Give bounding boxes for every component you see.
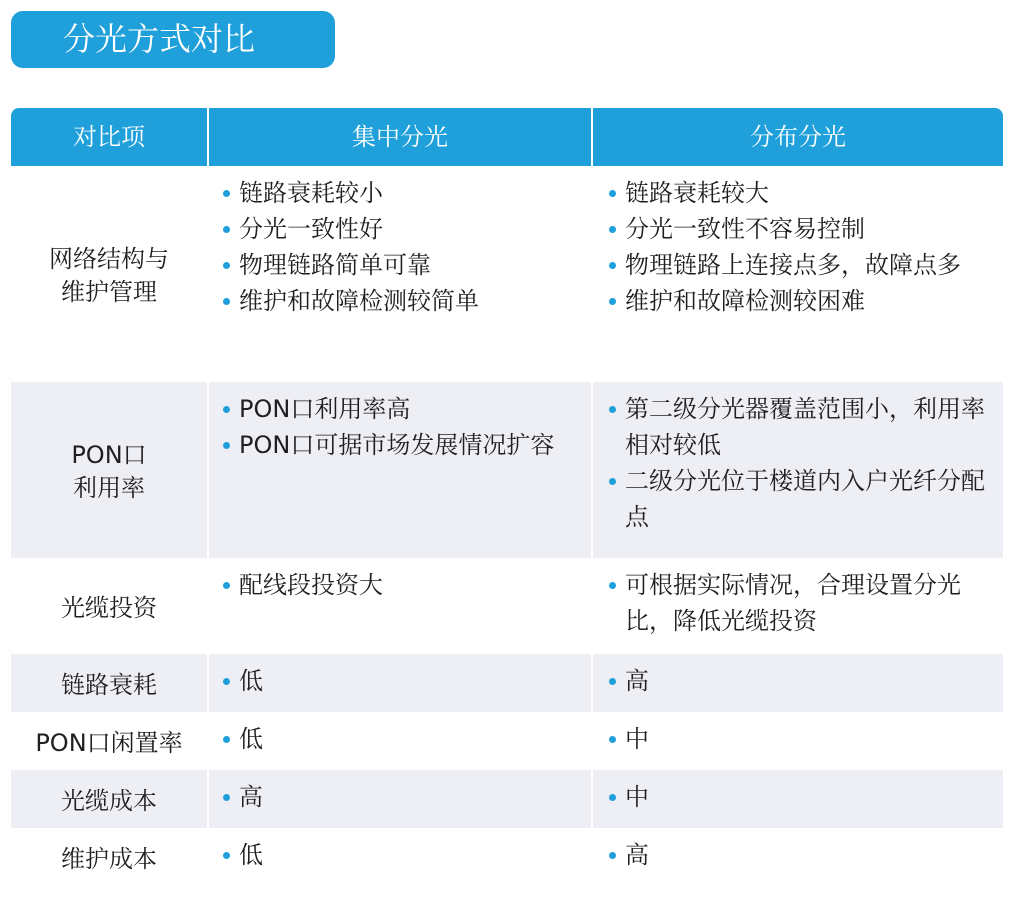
row-item-label	[11, 166, 209, 382]
row-item-text: 链路衰耗	[61, 670, 157, 699]
row-item-label	[11, 712, 209, 770]
list-item: 第二级分光器覆盖范围小，利用率相对较低	[625, 391, 991, 463]
header-item: 对比项	[11, 108, 209, 166]
row-item-label	[11, 382, 209, 558]
list-item: 中	[625, 779, 991, 815]
centralized-list	[239, 663, 579, 699]
distributed-cell	[593, 558, 1003, 654]
centralized-cell	[209, 382, 593, 558]
table-header	[11, 108, 1003, 166]
list-item: 配线段投资大	[239, 567, 579, 603]
list-item: 物理链路上连接点多，故障点多	[625, 247, 991, 283]
list-item: 分光一致性不容易控制	[625, 211, 991, 247]
list-item: PON口利用率高	[239, 391, 579, 427]
row-item-label	[11, 654, 209, 712]
list-item: 链路衰耗较大	[625, 175, 991, 211]
list-item: PON口可据市场发展情况扩容	[239, 427, 579, 463]
row-item-text: PON口闲置率	[35, 728, 183, 757]
centralized-cell	[209, 654, 593, 712]
centralized-list	[239, 779, 579, 815]
table-row	[11, 654, 1003, 712]
table-row	[11, 382, 1003, 558]
centralized-list	[239, 721, 579, 757]
centralized-cell	[209, 558, 593, 654]
distributed-list	[625, 721, 991, 757]
centralized-list	[239, 175, 579, 319]
list-item: 可根据实际情况，合理设置分光比，降低光缆投资	[625, 567, 991, 639]
centralized-cell	[209, 770, 593, 828]
list-item: 低	[239, 837, 579, 873]
list-item: 分光一致性好	[239, 211, 579, 247]
table-row	[11, 770, 1003, 828]
distributed-list	[625, 567, 991, 639]
list-item: 链路衰耗较小	[239, 175, 579, 211]
row-item-text: 维护成本	[61, 844, 157, 873]
row-item-label	[11, 770, 209, 828]
table-row	[11, 166, 1003, 382]
distributed-list	[625, 779, 991, 815]
row-item-label	[11, 558, 209, 654]
distributed-cell	[593, 654, 1003, 712]
header-distributed: 分布分光	[750, 123, 846, 151]
list-item: 中	[625, 721, 991, 757]
distributed-cell	[593, 382, 1003, 558]
distributed-list	[625, 391, 991, 535]
list-item: 高	[239, 779, 579, 815]
table-row	[11, 828, 1003, 886]
row-item-text: 光缆投资	[61, 593, 157, 622]
distributed-cell	[593, 712, 1003, 770]
distributed-cell	[593, 770, 1003, 828]
distributed-list	[625, 663, 991, 699]
distributed-cell	[593, 828, 1003, 886]
list-item: 维护和故障检测较困难	[625, 283, 991, 319]
table-row	[11, 558, 1003, 654]
row-item-text: 网络结构与 维护管理	[49, 245, 169, 306]
row-item-text: 光缆成本	[61, 786, 157, 815]
table-body	[11, 166, 1003, 886]
comparison-table	[11, 108, 1003, 886]
table-row	[11, 712, 1003, 770]
header-centralized: 集中分光	[209, 108, 593, 166]
row-item-label	[11, 828, 209, 886]
list-item: 维护和故障检测较简单	[239, 283, 579, 319]
list-item: 高	[625, 837, 991, 873]
list-item: 高	[625, 663, 991, 699]
list-item: 物理链路简单可靠	[239, 247, 579, 283]
distributed-list	[625, 175, 991, 319]
centralized-cell	[209, 166, 593, 382]
distributed-cell	[593, 166, 1003, 382]
list-item: 低	[239, 721, 579, 757]
centralized-list	[239, 837, 579, 873]
list-item: 二级分光位于楼道内入户光纤分配点	[625, 463, 991, 535]
centralized-cell	[209, 828, 593, 886]
distributed-list	[625, 837, 991, 873]
centralized-list	[239, 391, 579, 463]
centralized-cell	[209, 712, 593, 770]
page-title: 分光方式对比	[11, 11, 335, 68]
row-item-text: PON口 利用率	[71, 441, 147, 502]
list-item: 低	[239, 663, 579, 699]
centralized-list	[239, 567, 579, 603]
